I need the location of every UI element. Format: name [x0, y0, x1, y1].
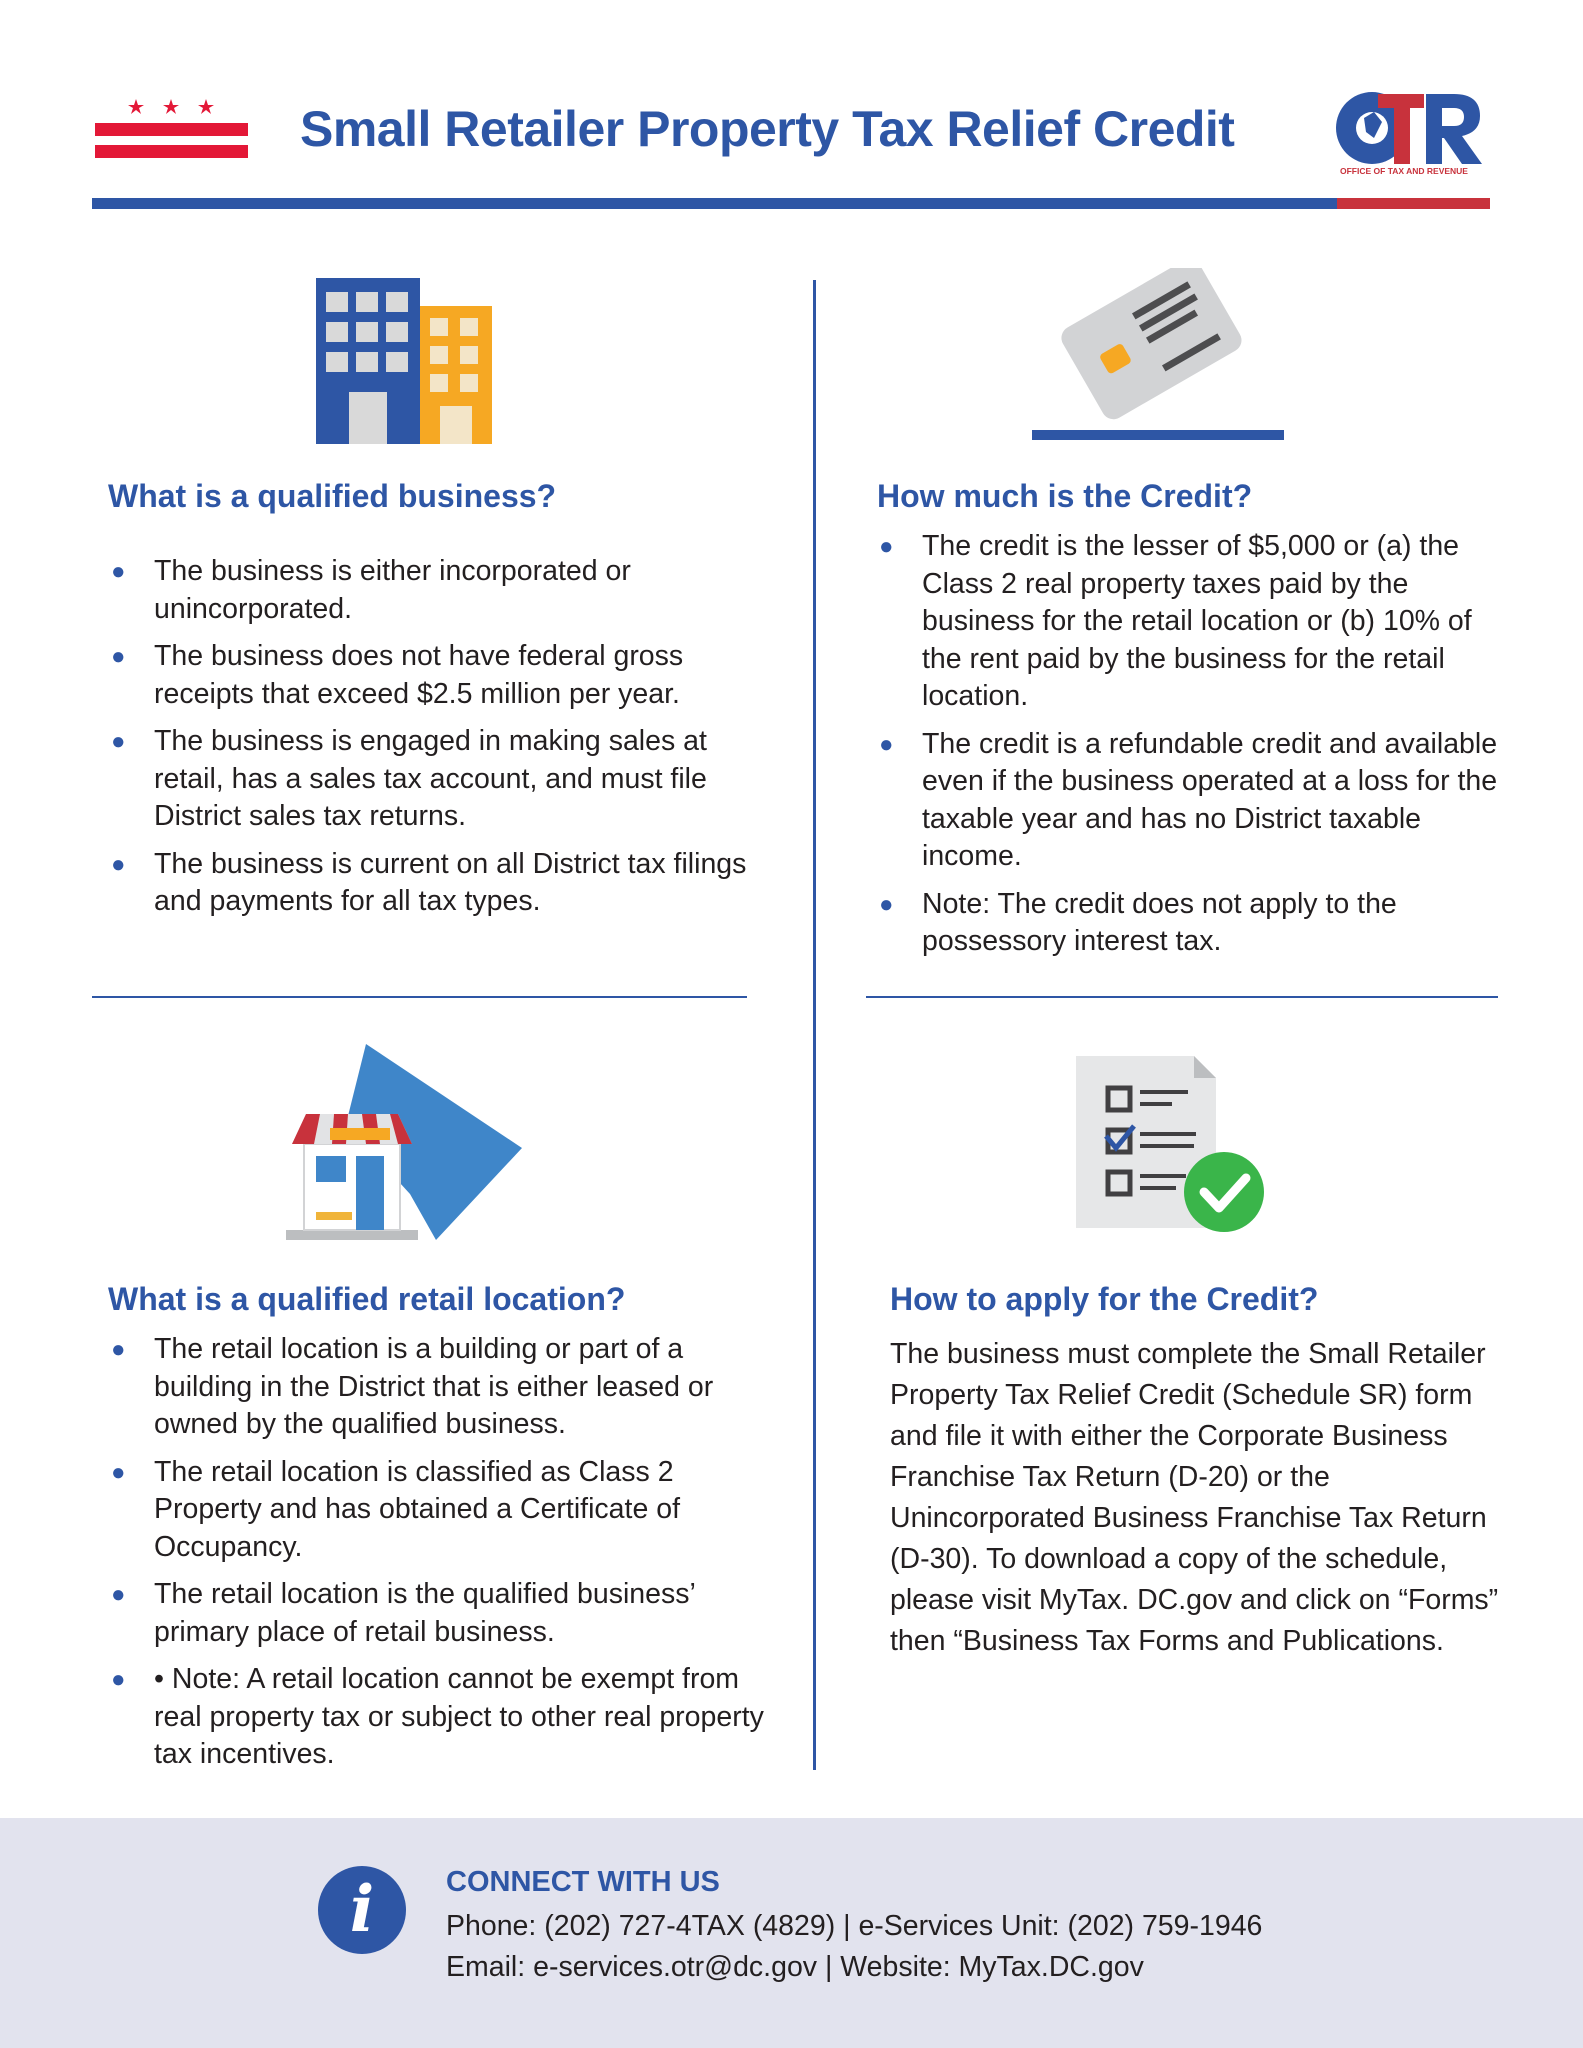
list-item: ● Note: The credit does not apply to the possessory interest tax. [879, 887, 1397, 957]
otr-logo [1334, 88, 1484, 168]
header-rule-accent [1337, 198, 1490, 209]
heading-how-to-apply: How to apply for the Credit? [890, 1281, 1319, 1317]
list-item: ● • Note: A retail location cannot be exempt from real property tax or subject to other real property tax incentives. [111, 1663, 764, 1770]
heading-retail-location: What is a qualified retail location? [108, 1281, 626, 1317]
list-item: ● The credit is a refundable credit and available even if the business operated at a loss for the taxable year and has no District taxable income. [879, 727, 1498, 872]
how-to-apply-body: The business must complete the Small Retailer Property Tax Relief Credit (Schedule SR) form and file it with either the Corporate Business Franchise Tax Return (D-20) or the Unincorporated Business Franchise Tax Return (D-30). To download a copy of the schedule, please visit MyTax. DC.gov and click on “Forms” then “Business Tax Forms and Publications. [890, 1338, 1499, 1657]
list-item: ● The business does not have federal gross receipts that exceed $2.5 million per year. [111, 640, 684, 710]
connect-heading: CONNECT WITH US [446, 1866, 720, 1898]
flag-star [128, 99, 144, 114]
list-qualified-business [108, 553, 768, 931]
page-title: Small Retailer Property Tax Relief Credit [300, 101, 1235, 157]
storefront-map-icon [286, 1044, 522, 1244]
flag-star [163, 99, 179, 114]
list-item: ● The business is either incorporated or unincorporated. [111, 555, 631, 625]
list-item: ● The business is current on all District tax filings and payments for all tax types. [111, 847, 747, 917]
dc-flag-logo [95, 95, 248, 161]
office-buildings-icon [316, 278, 492, 444]
list-credit-amount [876, 528, 1500, 971]
header-rule [92, 198, 1337, 209]
list-item: ● The business is engaged in making sales at retail, has a sales tax account, and must file District sales tax returns. [111, 725, 707, 832]
info-icon-glyph: i [349, 1872, 375, 1947]
flag-star [198, 99, 214, 114]
list-item: ● The retail location is the qualified business’ primary place of retail business. [111, 1578, 695, 1648]
heading-qualified-business: What is a qualified business? [108, 478, 557, 514]
contact-email-line: Email: e-services.otr@dc.gov | Website: MyTax.DC.gov [446, 1951, 1144, 1983]
list-item: ● The retail location is classified as Class 2 Property and has obtained a Certificate of Occupancy. [111, 1455, 680, 1563]
column-divider [813, 280, 816, 1770]
list-item: ● The credit is the lesser of $5,000 or (a) the Class 2 real property taxes paid by the business for the retail location or (b) 10% of the rent paid by the business for the retail location. [879, 530, 1472, 712]
contact-phone-line: Phone: (202) 727-4TAX (4829) | e-Services Unit: (202) 759-1946 [446, 1910, 1263, 1942]
list-retail-location [108, 1331, 788, 1784]
row-divider-left [92, 996, 747, 998]
heading-credit-amount: How much is the Credit? [877, 478, 1253, 514]
checklist-document-icon [1076, 1056, 1266, 1234]
list-item: ● The retail location is a building or part of a building in the District that is either leased or owned by the qualified business. [111, 1333, 714, 1440]
row-divider-right [866, 996, 1498, 998]
credit-card-icon [1032, 268, 1284, 442]
otr-logo-subtitle: OFFICE OF TAX AND REVENUE [1340, 166, 1468, 176]
